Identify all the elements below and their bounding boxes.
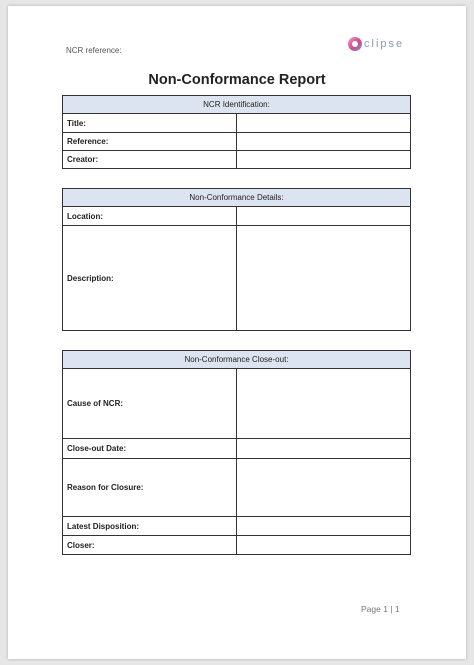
creator-field[interactable] <box>237 151 411 169</box>
disposition-field[interactable] <box>237 517 411 536</box>
creator-label: Creator: <box>63 151 237 169</box>
title-field[interactable] <box>237 114 411 133</box>
eclipse-logo <box>348 37 404 51</box>
disposition-label: Latest Disposition: <box>63 517 237 536</box>
cause-field[interactable] <box>237 369 411 439</box>
details-heading: Non-Conformance Details: <box>63 189 411 207</box>
identification-heading: NCR Identification: <box>63 96 411 114</box>
document-page <box>8 6 466 659</box>
closeout-date-label: Close-out Date: <box>63 439 237 459</box>
description-label: Description: <box>63 226 237 331</box>
closeout-date-field[interactable] <box>237 439 411 459</box>
cause-label: Cause of NCR: <box>63 369 237 439</box>
reference-field[interactable] <box>237 133 411 151</box>
description-field[interactable] <box>237 226 411 331</box>
location-label: Location: <box>63 207 237 226</box>
ncr-reference-label: NCR reference: <box>66 46 122 55</box>
closer-field[interactable] <box>237 536 411 555</box>
location-field[interactable] <box>237 207 411 226</box>
closer-label: Closer: <box>63 536 237 555</box>
identification-table <box>62 95 411 169</box>
title-label: Title: <box>63 114 237 133</box>
page-number: Page 1 | 1 <box>361 604 400 614</box>
logo-circle-icon <box>348 37 362 51</box>
page-title: Non-Conformance Report <box>148 72 326 88</box>
reference-label: Reference: <box>63 133 237 151</box>
details-table <box>62 188 411 331</box>
closeout-table <box>62 350 411 555</box>
logo-wordmark: clipse <box>364 38 405 50</box>
closeout-heading: Non-Conformance Close-out: <box>63 351 411 369</box>
reason-label: Reason for Closure: <box>63 459 237 517</box>
reason-field[interactable] <box>237 459 411 517</box>
